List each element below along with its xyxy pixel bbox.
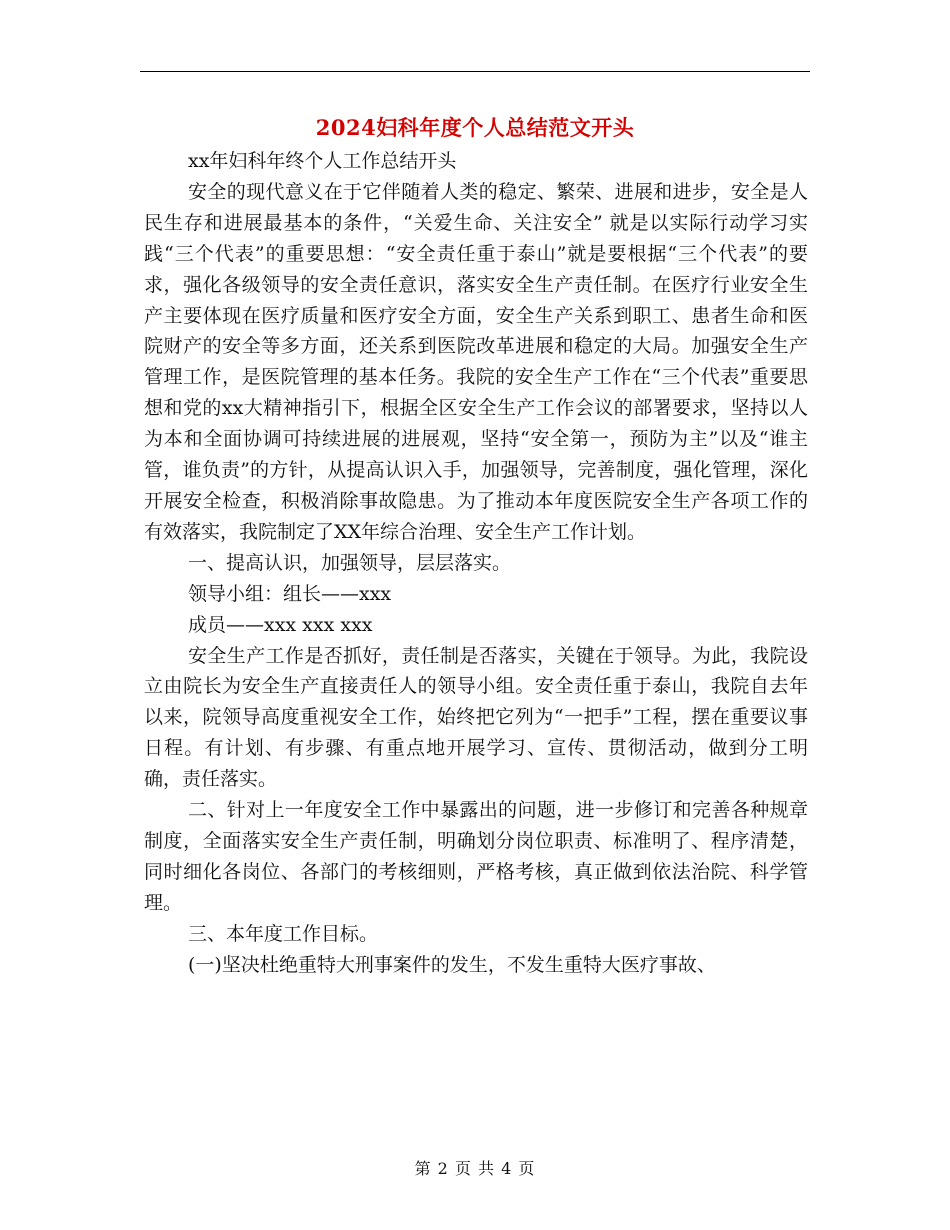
section-heading-2: 二、针对上一年度安全工作中暴露出的问题，进一步修订和完善各种规章制度，全面落实安全生产责任制，明确划分岗位职责、标准明了、程序清楚，同时细化各岗位、各部门的考核细则，严格考核，真正做到依法治院、科学管理。 [144, 799, 808, 914]
paragraph-subtitle: xx年妇科年终个人工作总结开头 [188, 150, 457, 172]
section-heading-3: 三、本年度工作目标。 [188, 922, 379, 945]
paragraph-intro: 安全的现代意义在于它伴随着人类的稳定、繁荣、进展和进步，安全是人民生存和进展最基本的条件，“关爱生命、关注安全” 就是以实际行动学习实践“三个代表”的重要思想：“安全责任重于泰山”就是要根据“三个代表”的要求，强化各级领导的安全责任意识，落实安全生产责任制。在医疗行业安全生产主要体现在医疗质量和医疗安全方面，安全生产关系到职工、患者生命和医院财产的安全等多方面，还关系到医院改革进展和稳定的大局。加强安全生产管理工作，是医院管理的基本任务。我院的安全生产工作在“三个代表”重要思想和党的xx大精神指引下，根据全区安全生产工作会议的部署要求，坚持以人为本和全面协调可持续进展的进展观，坚持“安全第一，预防为主”以及“谁主管，谁负责”的方针，从提高认识入手，加强领导，完善制度，强化管理，深化开展安全检查，积极消除事故隐患。为了推动本年度医院安全生产各项工作的有效落实，我院制定了XX年综合治理、安全生产工作计划。 [144, 180, 808, 543]
section-heading-1: 一、提高认识，加强领导，层层落实。 [188, 551, 512, 574]
paragraph-members: 成员——xxx xxx xxx [188, 613, 373, 636]
paragraph-responsibility: 安全生产工作是否抓好，责任制是否落实，关键在于领导。为此，我院设立由院长为安全生产直接责任人的领导小组。安全责任重于泰山，我院自去年以来，院领导高度重视安全工作，始终把它列为“一把手”工程，摆在重要议事日程。有计划、有步骤、有重点地开展学习、宣传、贯彻活动，做到分工明确，责任落实。 [144, 644, 808, 791]
paragraph-goal-1: (一)坚决杜绝重特大刑事案件的发生，不发生重特大医疗事故、 [188, 953, 716, 976]
header-rule [140, 71, 810, 72]
document-body [144, 146, 808, 980]
page-number: 第 2 页 共 4 页 [414, 1159, 536, 1178]
document-title: 2024妇科年度个人总结范文开头 [315, 115, 635, 140]
paragraph-leader-group: 领导小组：组长——xxx [188, 582, 392, 605]
